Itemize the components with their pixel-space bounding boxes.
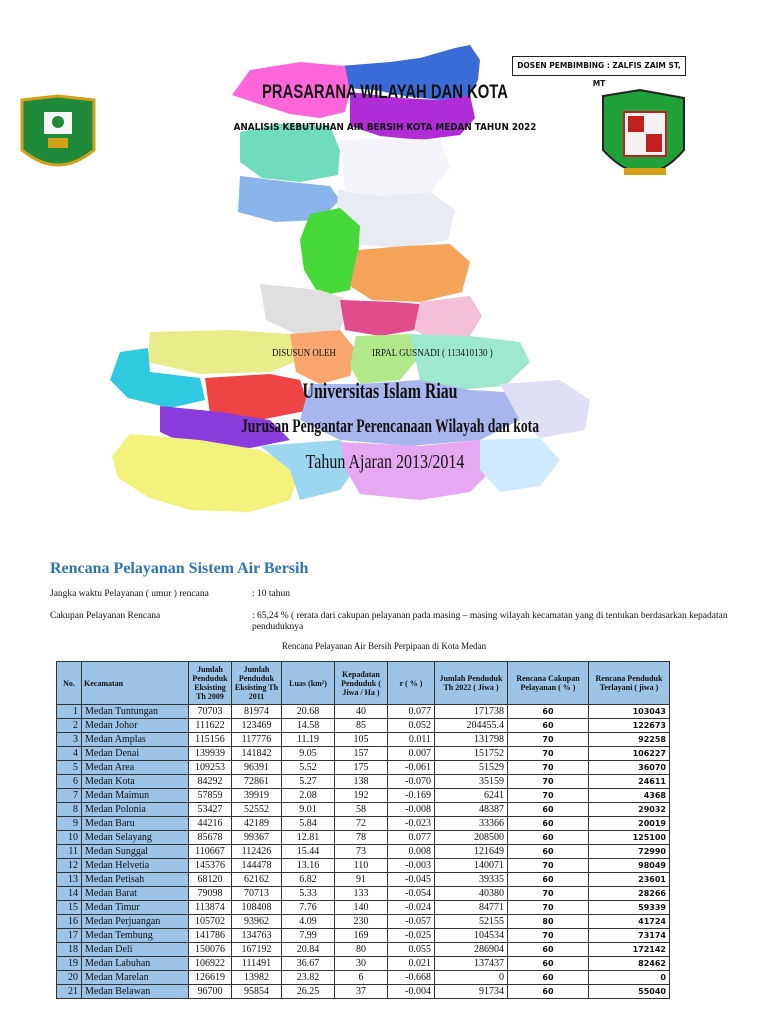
cell-density: 78 <box>335 831 388 845</box>
cell-pop-2022: 204455.4 <box>435 719 508 733</box>
cell-pop-2022: 91734 <box>435 985 508 999</box>
cell-growth: -0.668 <box>388 971 435 985</box>
cell-no: 15 <box>57 901 82 915</box>
cell-growth: -0.054 <box>388 887 435 901</box>
service-coverage-label: Cakupan Pelayanan Rencana <box>50 611 161 621</box>
cell-pop-2011: 42189 <box>232 817 282 831</box>
table-row <box>57 831 670 845</box>
cell-density: 40 <box>335 705 388 719</box>
cell-served: 125100 <box>589 831 670 845</box>
service-period-value: : 10 tahun <box>252 589 290 599</box>
table-row <box>57 719 670 733</box>
cell-pop-2011: 112426 <box>232 845 282 859</box>
cell-pop-2009: 141786 <box>189 929 232 943</box>
cell-no: 4 <box>57 747 82 761</box>
cell-pop-2022: 286904 <box>435 943 508 957</box>
cell-pop-2009: 44216 <box>189 817 232 831</box>
cell-growth: -0.003 <box>388 859 435 873</box>
cell-pop-2009: 145376 <box>189 859 232 873</box>
cell-served: 23601 <box>589 873 670 887</box>
map-district <box>340 300 420 336</box>
cell-coverage: 70 <box>508 929 589 943</box>
cell-served: 103043 <box>589 705 670 719</box>
cell-coverage: 70 <box>508 789 589 803</box>
cell-no: 3 <box>57 733 82 747</box>
author-name: IRPAL GUSNADI ( 113410130 ) <box>372 347 493 359</box>
table-row <box>57 985 670 999</box>
cell-pop-2011: 52552 <box>232 803 282 817</box>
academic-year: Tahun Ajaran 2013/2014 <box>305 451 465 473</box>
cell-area: 5.33 <box>282 887 335 901</box>
cell-growth: -0.023 <box>388 817 435 831</box>
cell-area: 14.58 <box>282 719 335 733</box>
table-row <box>57 775 670 789</box>
cell-area: 6.82 <box>282 873 335 887</box>
cell-area: 2.08 <box>282 789 335 803</box>
cell-pop-2011: 108408 <box>232 901 282 915</box>
cell-density: 138 <box>335 775 388 789</box>
cell-growth: -0.025 <box>388 929 435 943</box>
cell-pop-2011: 123469 <box>232 719 282 733</box>
table-row <box>57 817 670 831</box>
cell-no: 13 <box>57 873 82 887</box>
cell-served: 29032 <box>589 803 670 817</box>
cell-density: 175 <box>335 761 388 775</box>
cell-growth: -0.057 <box>388 915 435 929</box>
cell-pop-2022: 84771 <box>435 901 508 915</box>
table-row <box>57 845 670 859</box>
cell-coverage: 70 <box>508 733 589 747</box>
col-no: No. <box>57 662 82 705</box>
cell-pop-2009: 111622 <box>189 719 232 733</box>
cell-pop-2022: 35159 <box>435 775 508 789</box>
cell-kecamatan: Medan Baru <box>82 817 189 831</box>
cell-density: 73 <box>335 845 388 859</box>
cell-growth: 0.011 <box>388 733 435 747</box>
cell-coverage: 60 <box>508 719 589 733</box>
cell-pop-2009: 150076 <box>189 943 232 957</box>
cell-pop-2009: 106922 <box>189 957 232 971</box>
cell-kecamatan: Medan Area <box>82 761 189 775</box>
cell-served: 20019 <box>589 817 670 831</box>
cell-served: 92258 <box>589 733 670 747</box>
cell-served: 24611 <box>589 775 670 789</box>
cell-coverage: 60 <box>508 985 589 999</box>
cell-pop-2009: 115156 <box>189 733 232 747</box>
section-heading: Rencana Pelayanan Sistem Air Bersih <box>50 560 309 577</box>
map-district <box>350 244 470 302</box>
cell-pop-2022: 137437 <box>435 957 508 971</box>
cell-density: 91 <box>335 873 388 887</box>
cell-area: 7.99 <box>282 929 335 943</box>
cell-coverage: 70 <box>508 775 589 789</box>
cell-growth: -0.024 <box>388 901 435 915</box>
cell-area: 15.44 <box>282 845 335 859</box>
cell-pop-2022: 48387 <box>435 803 508 817</box>
cell-pop-2022: 40380 <box>435 887 508 901</box>
cell-coverage: 70 <box>508 887 589 901</box>
cell-growth: -0.169 <box>388 789 435 803</box>
cell-no: 14 <box>57 887 82 901</box>
cell-pop-2009: 139939 <box>189 747 232 761</box>
cell-no: 21 <box>57 985 82 999</box>
service-coverage-value: : 65,24 % ( rerata dari cakupan pelayanan pada masing – masing wilayah kecamatan yang di tentukan berdasarkan kepadatan penduduknya <box>252 611 728 632</box>
cell-pop-2009: 85678 <box>189 831 232 845</box>
col-pop-2011: Jumlah Penduduk Eksisting Th 2011 <box>232 662 282 705</box>
cell-served: 82462 <box>589 957 670 971</box>
table-row <box>57 873 670 887</box>
cell-kecamatan: Medan Barat <box>82 887 189 901</box>
cell-area: 9.05 <box>282 747 335 761</box>
cell-coverage: 60 <box>508 803 589 817</box>
cell-pop-2022: 104534 <box>435 929 508 943</box>
cell-area: 11.19 <box>282 733 335 747</box>
cell-pop-2011: 39919 <box>232 789 282 803</box>
cell-no: 10 <box>57 831 82 845</box>
cell-pop-2009: 109253 <box>189 761 232 775</box>
cell-pop-2009: 113874 <box>189 901 232 915</box>
cell-pop-2011: 96391 <box>232 761 282 775</box>
cell-growth: -0.045 <box>388 873 435 887</box>
table-row <box>57 705 670 719</box>
compiled-by-label: DISUSUN OLEH <box>272 347 336 359</box>
cell-pop-2009: 105702 <box>189 915 232 929</box>
map-district <box>340 138 450 196</box>
cell-area: 26.25 <box>282 985 335 999</box>
cell-area: 5.27 <box>282 775 335 789</box>
cell-no: 6 <box>57 775 82 789</box>
cell-pop-2022: 151752 <box>435 747 508 761</box>
cell-kecamatan: Medan Sunggal <box>82 845 189 859</box>
cell-density: 140 <box>335 901 388 915</box>
cell-pop-2009: 57859 <box>189 789 232 803</box>
cell-served: 4368 <box>589 789 670 803</box>
cell-coverage: 70 <box>508 747 589 761</box>
table-row <box>57 929 670 943</box>
cell-pop-2009: 126619 <box>189 971 232 985</box>
table-row <box>57 901 670 915</box>
cell-area: 36.67 <box>282 957 335 971</box>
table-row <box>57 789 670 803</box>
cell-pop-2011: 13982 <box>232 971 282 985</box>
cell-pop-2011: 144478 <box>232 859 282 873</box>
cell-area: 20.84 <box>282 943 335 957</box>
cell-kecamatan: Medan Selayang <box>82 831 189 845</box>
cell-pop-2011: 99367 <box>232 831 282 845</box>
cell-growth: 0.052 <box>388 719 435 733</box>
cell-coverage: 60 <box>508 873 589 887</box>
cell-coverage: 60 <box>508 971 589 985</box>
cell-kecamatan: Medan Labuhan <box>82 957 189 971</box>
cell-density: 30 <box>335 957 388 971</box>
cell-coverage: 60 <box>508 943 589 957</box>
cell-density: 133 <box>335 887 388 901</box>
cell-served: 106227 <box>589 747 670 761</box>
table-row <box>57 733 670 747</box>
col-kecamatan: Kecamatan <box>82 662 189 705</box>
cell-growth: -0.004 <box>388 985 435 999</box>
cell-pop-2022: 121649 <box>435 845 508 859</box>
cell-pop-2011: 70713 <box>232 887 282 901</box>
cell-pop-2011: 134763 <box>232 929 282 943</box>
cell-served: 28266 <box>589 887 670 901</box>
supervisor-box: DOSEN PEMBIMBING : ZALFIS ZAIM ST, MT <box>512 56 686 76</box>
cell-pop-2022: 140071 <box>435 859 508 873</box>
cell-served: 73174 <box>589 929 670 943</box>
table-row <box>57 747 670 761</box>
table-row <box>57 761 670 775</box>
cell-kecamatan: Medan Denai <box>82 747 189 761</box>
cell-pop-2009: 68120 <box>189 873 232 887</box>
cell-density: 105 <box>335 733 388 747</box>
map-district <box>350 334 420 384</box>
cell-served: 72990 <box>589 845 670 859</box>
cell-area: 20.68 <box>282 705 335 719</box>
cell-coverage: 60 <box>508 817 589 831</box>
cell-served: 59339 <box>589 901 670 915</box>
cell-served: 98049 <box>589 859 670 873</box>
col-pop-2022: Jumlah Penduduk Th 2022 ( Jiwa ) <box>435 662 508 705</box>
cell-growth: 0.077 <box>388 705 435 719</box>
cell-no: 7 <box>57 789 82 803</box>
cell-pop-2022: 208500 <box>435 831 508 845</box>
cell-density: 192 <box>335 789 388 803</box>
col-density: Kepadatan Penduduk ( Jiwa / Ha ) <box>335 662 388 705</box>
cell-kecamatan: Medan Perjuangan <box>82 915 189 929</box>
cell-served: 55040 <box>589 985 670 999</box>
water-service-table <box>56 661 670 999</box>
cell-served: 172142 <box>589 943 670 957</box>
cell-kecamatan: Medan Marelan <box>82 971 189 985</box>
cell-kecamatan: Medan Polonia <box>82 803 189 817</box>
cell-density: 85 <box>335 719 388 733</box>
cell-density: 80 <box>335 943 388 957</box>
cell-pop-2011: 141842 <box>232 747 282 761</box>
cell-pop-2009: 53427 <box>189 803 232 817</box>
table-row <box>57 957 670 971</box>
cell-pop-2011: 62162 <box>232 873 282 887</box>
cell-area: 4.09 <box>282 915 335 929</box>
cell-growth: -0.008 <box>388 803 435 817</box>
cell-growth: -0.070 <box>388 775 435 789</box>
cell-pop-2009: 70703 <box>189 705 232 719</box>
cell-density: 230 <box>335 915 388 929</box>
cell-coverage: 70 <box>508 859 589 873</box>
cell-pop-2011: 167192 <box>232 943 282 957</box>
table-caption: Rencana Pelayanan Air Bersih Perpipaan di Kota Medan <box>281 641 487 651</box>
cell-kecamatan: Medan Tembung <box>82 929 189 943</box>
cell-pop-2009: 84292 <box>189 775 232 789</box>
cell-pop-2011: 95854 <box>232 985 282 999</box>
cell-pop-2011: 111491 <box>232 957 282 971</box>
cell-density: 110 <box>335 859 388 873</box>
col-served: Rencana Penduduk Terlayani ( jiwa ) <box>589 662 670 705</box>
cell-area: 12.81 <box>282 831 335 845</box>
cell-pop-2022: 52155 <box>435 915 508 929</box>
cell-pop-2009: 79098 <box>189 887 232 901</box>
cell-no: 11 <box>57 845 82 859</box>
table-body <box>57 705 670 999</box>
cell-served: 36070 <box>589 761 670 775</box>
cell-area: 5.84 <box>282 817 335 831</box>
cell-growth: 0.077 <box>388 831 435 845</box>
col-pop-2009: Jumlah Penduduk Eksisting Th 2009 <box>189 662 232 705</box>
cell-no: 2 <box>57 719 82 733</box>
cell-no: 18 <box>57 943 82 957</box>
cell-coverage: 70 <box>508 901 589 915</box>
cell-density: 157 <box>335 747 388 761</box>
cell-kecamatan: Medan Tuntungan <box>82 705 189 719</box>
cell-served: 41724 <box>589 915 670 929</box>
cell-pop-2022: 33366 <box>435 817 508 831</box>
right-emblem <box>603 90 684 175</box>
cell-area: 5.52 <box>282 761 335 775</box>
cell-area: 7.76 <box>282 901 335 915</box>
cell-kecamatan: Medan Belawan <box>82 985 189 999</box>
cell-coverage: 80 <box>508 915 589 929</box>
cell-kecamatan: Medan Maimun <box>82 789 189 803</box>
cell-no: 17 <box>57 929 82 943</box>
left-emblem <box>22 96 94 165</box>
university-name: Universitas Islam Riau <box>302 378 458 403</box>
document-subtitle: ANALISIS KEBUTUHAN AIR BERSIH KOTA MEDAN TAHUN 2022 <box>233 122 537 133</box>
table-row <box>57 915 670 929</box>
cell-kecamatan: Medan Helvetia <box>82 859 189 873</box>
service-period-label: Jangka waktu Pelayanan ( umur ) rencana <box>50 589 209 599</box>
table-row <box>57 887 670 901</box>
cell-growth: -0.061 <box>388 761 435 775</box>
table-row <box>57 943 670 957</box>
col-area: Luas (km²) <box>282 662 335 705</box>
cell-coverage: 60 <box>508 705 589 719</box>
document-title: PRASARANA WILAYAH DAN KOTA <box>262 82 508 103</box>
cell-pop-2022: 6241 <box>435 789 508 803</box>
cell-no: 16 <box>57 915 82 929</box>
cell-no: 5 <box>57 761 82 775</box>
cell-kecamatan: Medan Kota <box>82 775 189 789</box>
cell-kecamatan: Medan Timur <box>82 901 189 915</box>
table-row <box>57 859 670 873</box>
col-coverage: Rencana Cakupan Pelayanan ( % ) <box>508 662 589 705</box>
cell-pop-2009: 96700 <box>189 985 232 999</box>
cell-pop-2022: 131798 <box>435 733 508 747</box>
table-header-row <box>57 662 670 705</box>
cell-area: 13.16 <box>282 859 335 873</box>
cell-no: 20 <box>57 971 82 985</box>
cell-no: 12 <box>57 859 82 873</box>
cell-pop-2022: 0 <box>435 971 508 985</box>
cell-growth: 0.007 <box>388 747 435 761</box>
department-name: Jurusan Pengantar Perencanaan Wilayah dan kota <box>240 416 540 437</box>
cell-pop-2011: 72861 <box>232 775 282 789</box>
cell-pop-2009: 110667 <box>189 845 232 859</box>
cell-area: 23.82 <box>282 971 335 985</box>
cell-served: 0 <box>589 971 670 985</box>
cell-coverage: 60 <box>508 831 589 845</box>
cell-density: 169 <box>335 929 388 943</box>
cell-area: 9.01 <box>282 803 335 817</box>
cell-density: 72 <box>335 817 388 831</box>
cell-kecamatan: Medan Johor <box>82 719 189 733</box>
cell-no: 19 <box>57 957 82 971</box>
cell-growth: 0.021 <box>388 957 435 971</box>
cell-kecamatan: Medan Amplas <box>82 733 189 747</box>
cell-density: 58 <box>335 803 388 817</box>
cell-kecamatan: Medan Petisah <box>82 873 189 887</box>
cell-growth: 0.008 <box>388 845 435 859</box>
cell-pop-2011: 81974 <box>232 705 282 719</box>
cell-pop-2011: 117776 <box>232 733 282 747</box>
table-row <box>57 803 670 817</box>
cell-no: 1 <box>57 705 82 719</box>
cell-growth: 0.055 <box>388 943 435 957</box>
cell-pop-2011: 93962 <box>232 915 282 929</box>
cell-served: 122673 <box>589 719 670 733</box>
table-row <box>57 971 670 985</box>
cell-coverage: 70 <box>508 761 589 775</box>
cell-density: 6 <box>335 971 388 985</box>
cell-no: 8 <box>57 803 82 817</box>
col-growth: r ( % ) <box>388 662 435 705</box>
cell-pop-2022: 171738 <box>435 705 508 719</box>
cell-coverage: 60 <box>508 845 589 859</box>
map-district <box>414 296 482 338</box>
cell-no: 9 <box>57 817 82 831</box>
cell-coverage: 60 <box>508 957 589 971</box>
cell-kecamatan: Medan Deli <box>82 943 189 957</box>
cell-pop-2022: 51529 <box>435 761 508 775</box>
cell-pop-2022: 39335 <box>435 873 508 887</box>
cell-density: 37 <box>335 985 388 999</box>
